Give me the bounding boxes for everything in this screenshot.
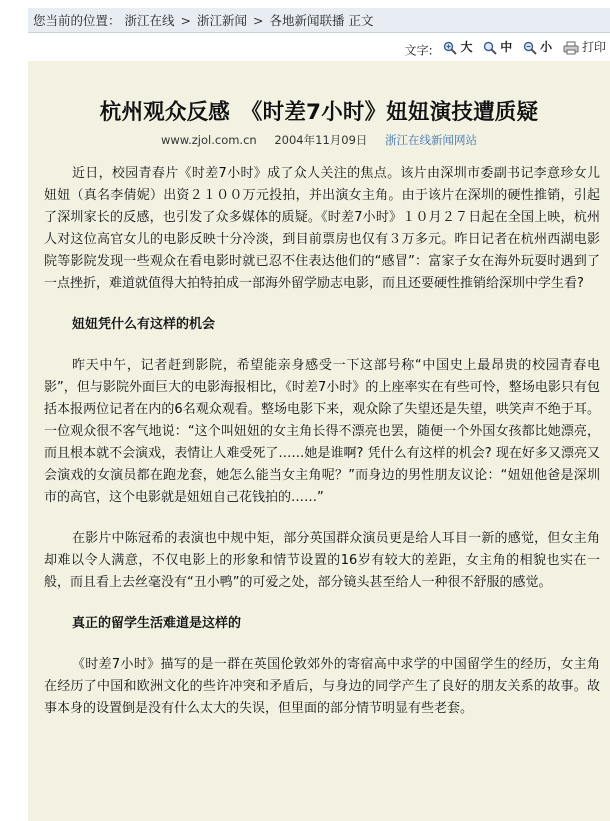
text-size-small-label: 小 [540, 40, 553, 54]
text-size-medium-button[interactable] [483, 36, 512, 59]
print-label: 打印 [581, 40, 606, 54]
breadcrumb-separator: > [180, 13, 191, 28]
breadcrumb [28, 8, 610, 33]
breadcrumb-separator: > [252, 13, 264, 28]
article-date: 2004年11月09日 [274, 133, 368, 147]
article-body [44, 163, 600, 739]
printer-icon [563, 41, 579, 55]
text-size-toolbar [28, 36, 610, 59]
text-size-small-button[interactable] [523, 36, 552, 59]
text-size-medium-label: 中 [500, 40, 513, 54]
breadcrumb-prefix: 您当前的位置： [33, 13, 121, 28]
text-size-large-button[interactable] [443, 36, 472, 59]
article-paragraph: 近日，校园青春片《时差7小时》成了众人关注的焦点。该片由深圳市委副书记李意珍女儿妞妞（真名李倩妮）出资２１００万元投拍，并出演女主角。由于该片在深圳的硬性推销，引起了深圳家长的反感，也引发了众多媒体的质疑。《时差7小时》１０月２７日起在全国上映，杭州人对这位高官女儿的电影反映十分冷淡，到目前票房也仅有３万多元。昨日记者在杭州西湖电影院等影院发现一些观众在看电影时就已忍不住表达他们的“感冒”：富家子女在海外玩耍时遇到了一点挫折，难道就值得大拍特拍成一部海外留学励志电影，而且还要硬性推销给深圳中学生看? [44, 166, 600, 291]
article-title: 杭州观众反感 《时差7小时》妞妞演技遭质疑 [99, 100, 539, 125]
zoom-in-icon [443, 41, 457, 55]
breadcrumb-link-zhejiang-news[interactable]: 浙江新闻 [196, 13, 247, 28]
print-button[interactable] [563, 36, 606, 59]
article-subheading: 真正的留学生活难道是这样的 [72, 616, 242, 631]
article-meta [28, 132, 610, 148]
breadcrumb-current: 正文 [348, 13, 374, 28]
article-subheading: 妞妞凭什么有这样的机会 [72, 317, 216, 332]
article-source: 浙江在线新闻网站 [385, 133, 478, 147]
breadcrumb-link-local-news[interactable]: 各地新闻联播 [269, 13, 345, 28]
article-paragraph: 在影片中陈冠希的表演也中规中矩，部分英国群众演员更是给人耳目一新的感觉，但女主角却难以令人满意，不仅电影上的形象和情节设置的16岁有较大的差距，女主角的相貌也实在一般，而且看上去丝毫没有“丑小鸭”的可爱之处，部分镜头甚至给人一种很不舒服的感觉。 [44, 531, 600, 590]
article-site: www.zjol.com.cn [160, 133, 257, 147]
breadcrumb-link-zjol[interactable]: 浙江在线 [124, 13, 175, 28]
article-paragraph: 昨天中午，记者赶到影院，希望能亲身感受一下这部号称“中国史上最昂贵的校园青春电影”，但与影院外面巨大的电影海报相比，《时差7小时》的上座率实在有些可怜，整场电影只有包括本报两位记者在内的6名观众观看。整场电影下来，观众除了失望还是失望，哄笑声不绝于耳。一位观众很不客气地说：“这个叫妞妞的女主角长得不漂亮也罢，随便一个外国女孩都比她漂亮，而且根本就不会演戏，表情让人难受死了……她是谁啊? 凭什么有这样的机会? 现在好多又漂亮又会演戏的女演员都在跑龙套，她怎么能当女主角呢？”而身边的男性朋友议论：“妞妞他爸是深圳市的高官，这个电影就是妞妞自己花钱拍的……” [44, 358, 600, 505]
text-size-large-label: 大 [460, 40, 473, 54]
magnifier-icon [483, 41, 497, 55]
article-paragraph: 《时差7小时》描写的是一群在英国伦敦郊外的寄宿高中求学的中国留学生的经历，女主角在经历了中国和欧洲文化的些许冲突和矛盾后，与身边的同学产生了良好的朋友关系的故事。故事本身的设置倒是没有什么太大的失误，但里面的部分情节明显有些老套。 [44, 657, 600, 716]
text-size-label: 文字: [404, 43, 433, 58]
article-content [28, 61, 610, 821]
zoom-out-icon [523, 41, 537, 55]
